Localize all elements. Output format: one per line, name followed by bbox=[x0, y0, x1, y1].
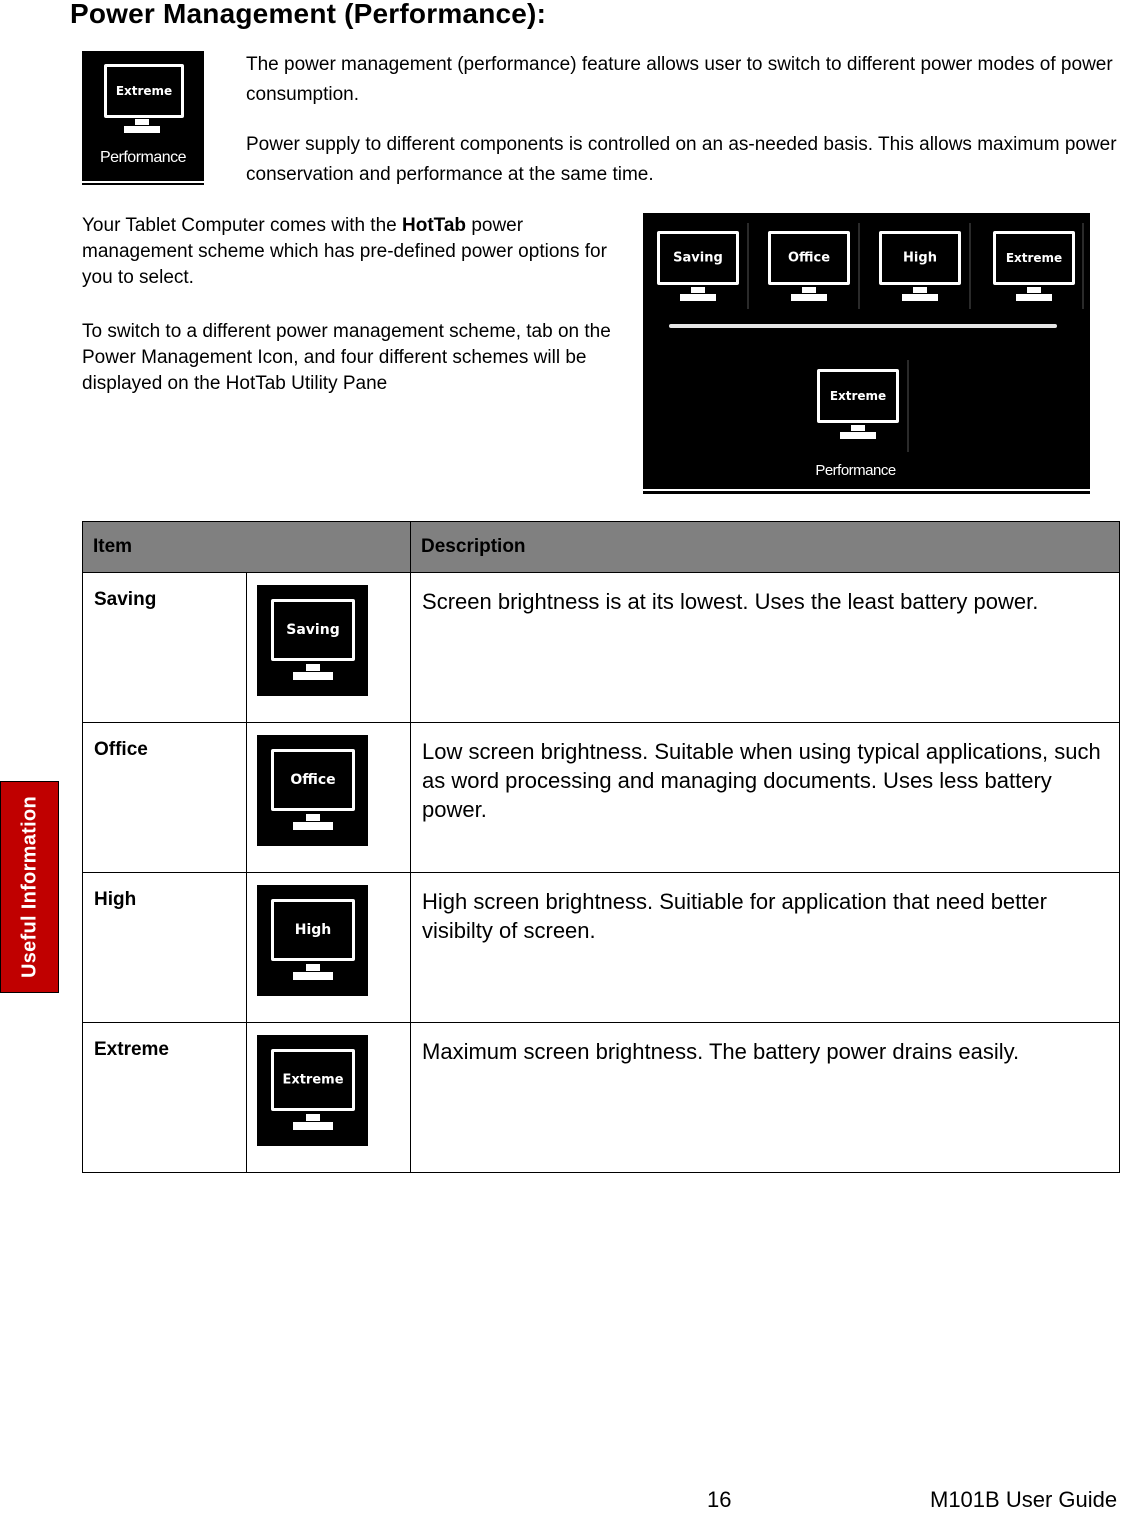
hottab-text-before: Your Tablet Computer comes with the bbox=[82, 215, 403, 236]
extreme-icon bbox=[257, 1035, 368, 1146]
row-description: High screen brightness. Suitiable for application that need better visibilty of screen. bbox=[411, 873, 1120, 1023]
table-row bbox=[83, 873, 1120, 1023]
pane-separator bbox=[669, 324, 1057, 328]
monitor-label: Extreme bbox=[115, 84, 173, 98]
row-item-high: High bbox=[83, 873, 247, 1023]
power-modes-table bbox=[82, 521, 1120, 1173]
intro-paragraph-1: The power management (performance) feature allows user to switch to different power modes of power consumption. bbox=[246, 54, 1113, 105]
table-header-row bbox=[83, 522, 1120, 573]
header-description: Description bbox=[411, 522, 1120, 573]
pane-icon-label: Saving bbox=[673, 250, 723, 266]
page-number: 16 bbox=[707, 1487, 732, 1512]
intro-paragraph-2: Power supply to different components is controlled on an as-needed basis. This allows maximum power conservation and performance at the same time. bbox=[246, 134, 1117, 185]
row-icon-cell bbox=[247, 1023, 411, 1173]
high-monitor-icon[interactable] bbox=[879, 231, 963, 301]
icon-label: Extreme bbox=[282, 1072, 344, 1088]
row-description: Screen brightness is at its lowest. Uses the least battery power. bbox=[411, 573, 1120, 723]
office-icon bbox=[257, 735, 368, 846]
icon-underline bbox=[82, 183, 204, 185]
high-icon bbox=[257, 885, 368, 996]
icon-label: Saving bbox=[286, 622, 340, 638]
page-title: Power Management (Performance): bbox=[70, 0, 547, 29]
icon-label: High bbox=[294, 922, 332, 938]
table-row bbox=[83, 1023, 1120, 1173]
header-item: Item bbox=[83, 522, 411, 573]
hottab-utility-pane bbox=[643, 213, 1090, 489]
table-row bbox=[83, 573, 1120, 723]
table-row bbox=[83, 723, 1120, 873]
office-monitor-icon[interactable] bbox=[768, 231, 852, 301]
row-icon-cell bbox=[247, 873, 411, 1023]
pane-icon-label: Office bbox=[787, 250, 831, 266]
saving-monitor-icon[interactable] bbox=[657, 231, 741, 301]
pane-icon-label: Extreme bbox=[829, 389, 887, 403]
hottab-paragraph bbox=[82, 213, 622, 291]
side-tab-useful-information[interactable] bbox=[0, 781, 59, 993]
row-icon-cell bbox=[247, 573, 411, 723]
switch-scheme-paragraph: To switch to a different power management scheme, tab on the Power Management Icon, and four different schemes will be displayed on the HotTab Utility Pane bbox=[82, 321, 611, 394]
row-item-office: Office bbox=[83, 723, 247, 873]
row-icon-cell bbox=[247, 723, 411, 873]
guide-name: M101B User Guide bbox=[930, 1487, 1118, 1512]
monitor-icon bbox=[102, 64, 186, 134]
performance-caption: Performance bbox=[99, 149, 187, 166]
selected-performance-icon[interactable] bbox=[817, 369, 901, 439]
row-item-saving: Saving bbox=[83, 573, 247, 723]
extreme-monitor-icon[interactable] bbox=[993, 231, 1077, 301]
side-tab-label: Useful Information bbox=[18, 795, 40, 979]
row-description: Maximum screen brightness. The battery power drains easily. bbox=[411, 1023, 1120, 1173]
hottab-name: HotTab bbox=[402, 215, 467, 236]
performance-icon bbox=[82, 51, 204, 181]
row-description: Low screen brightness. Suitable when using typical applications, such as word processing and managing documents. Uses less battery power. bbox=[411, 723, 1120, 873]
icon-label: Office bbox=[290, 772, 336, 788]
row-item-extreme: Extreme bbox=[83, 1023, 247, 1173]
pane-caption: Performance bbox=[815, 462, 896, 479]
hottab-text-after: power management scheme which has pre-defined power options for you to select. bbox=[82, 215, 607, 288]
pane-icon-label: High bbox=[903, 250, 937, 266]
saving-icon bbox=[257, 585, 368, 696]
pane-icon-label: Extreme bbox=[1005, 251, 1063, 265]
pane-underline bbox=[643, 491, 1090, 494]
